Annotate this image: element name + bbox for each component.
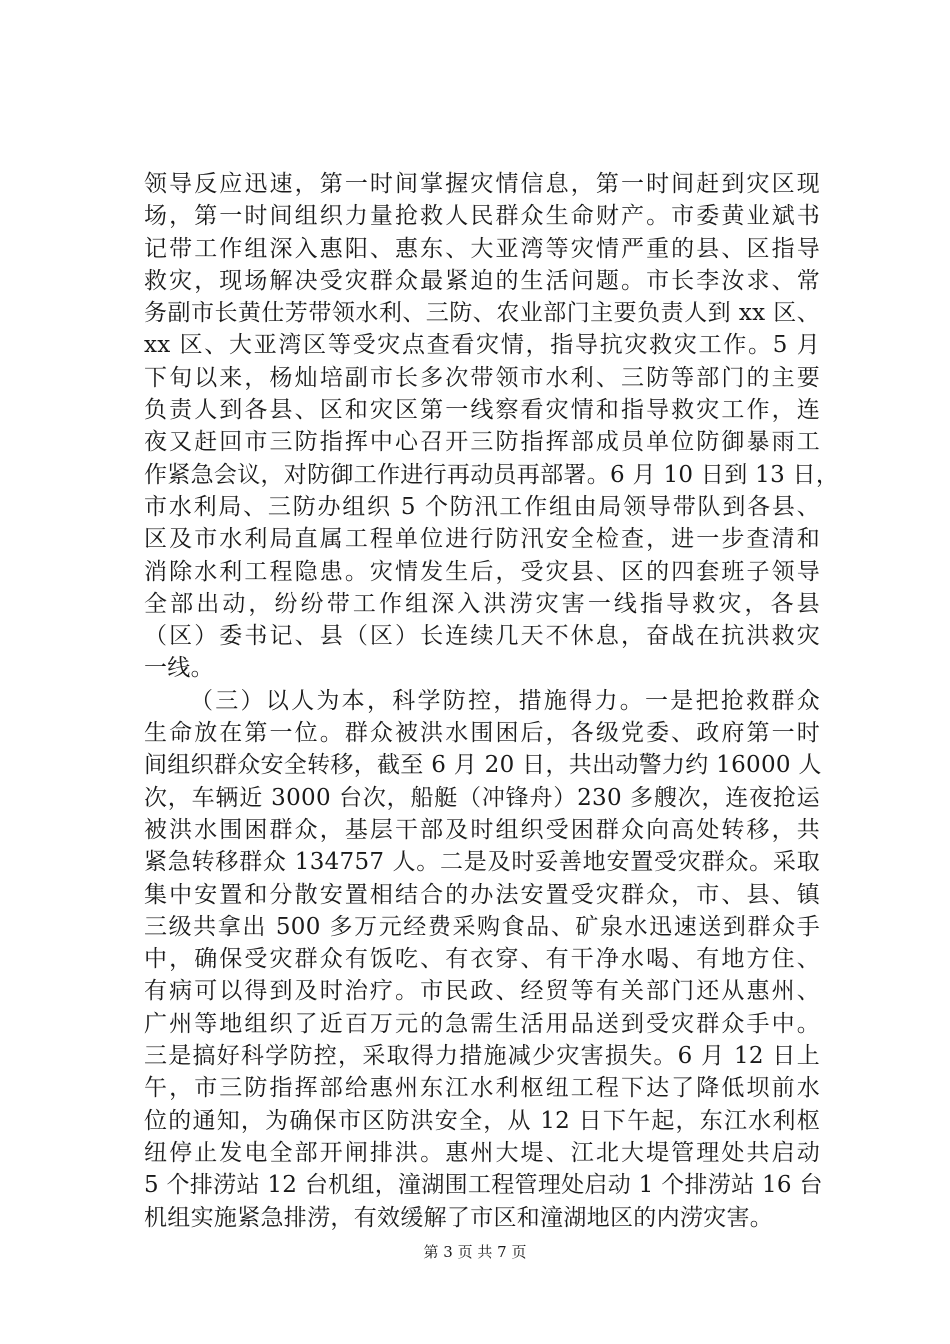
- text-line: 领导反应迅速，第一时间掌握灾情信息，第一时间赶到灾区现: [144, 171, 820, 197]
- text-line: 三级共拿出 500 多万元经费采购食品、矿泉水迅速送到群众手: [144, 913, 820, 940]
- text-line: xx 区、大亚湾区等受灾点查看灾情，指导抗灾救灾工作。5 月: [144, 332, 820, 359]
- page-footer: 第 3 页 共 7 页: [423, 1243, 527, 1261]
- text-line: 有病可以得到及时治疗。市民政、经贸等有关部门还从惠州、: [144, 978, 820, 1005]
- text-line: 区及市水利局直属工程单位进行防汛安全检查，进一步查清和: [144, 526, 820, 553]
- text-line: 中，确保受灾群众有饭吃、有衣穿、有干净水喝、有地方住、: [144, 946, 820, 973]
- text-line: 全部出动，纷纷带工作组深入洪涝灾害一线指导救灾，各县: [144, 590, 820, 617]
- text-line: 间组织群众安全转移，截至 6 月 20 日，共出动警力约 16000 人: [144, 752, 822, 779]
- body-text: [144, 168, 840, 1234]
- text-line: 夜又赶回市三防指挥中心召开三防指挥部成员单位防御暴雨工: [144, 429, 820, 456]
- text-line: 广州等地组织了近百万元的急需生活用品送到受灾群众手中。: [144, 1010, 820, 1037]
- text-line: 纽停止发电全部开闸排洪。惠州大堤、江北大堤管理处共启动: [144, 1139, 820, 1166]
- text-line: 机组实施紧急排涝，有效缓解了市区和潼湖地区的内涝灾害。: [144, 1204, 774, 1231]
- text-line: 集中安置和分散安置相结合的办法安置受灾群众，市、县、镇: [144, 881, 820, 908]
- text-line: 消除水利工程隐患。灾情发生后，受灾县、区的四套班子领导: [144, 558, 820, 585]
- text-line: 下旬以来，杨灿培副市长多次带领市水利、三防等部门的主要: [144, 364, 820, 391]
- text-line: 紧急转移群众 134757 人。二是及时妥善地安置受灾群众。采取: [144, 849, 820, 876]
- text-line: 救灾，现场解决受灾群众最紧迫的生活问题。市长李汝求、常: [144, 267, 820, 294]
- text-line: 场，第一时间组织力量抢救人民群众生命财产。市委黄业斌书: [144, 203, 820, 230]
- text-line: 作紧急会议，对防御工作进行再动员再部署。6 月 10 日到 13 日，: [144, 461, 840, 488]
- text-line: 次，车辆近 3000 台次，船艇（冲锋舟）230 多艘次，连夜抢运: [144, 784, 820, 811]
- text-line: （区）委书记、县（区）长连续几天不休息，奋战在抗洪救灾: [144, 623, 820, 650]
- text-line: 被洪水围困群众，基层干部及时组织受困群众向高处转移，共: [144, 816, 820, 843]
- text-line: 位的通知，为确保市区防洪安全，从 12 日下午起，东江水利枢: [144, 1107, 820, 1134]
- text-line: 务副市长黄仕芳带领水利、三防、农业部门主要负责人到 xx 区、: [144, 300, 820, 327]
- text-line: 市水利局、三防办组织 5 个防汛工作组由局领导带队到各县、: [144, 493, 820, 520]
- text-line: 三是搞好科学防控，采取得力措施减少灾害损失。6 月 12 日上: [144, 1043, 820, 1070]
- text-line: （三）以人为本，科学防控，措施得力。一是把抢救群众: [190, 687, 820, 714]
- text-line: 记带工作组深入惠阳、惠东、大亚湾等灾情严重的县、区指导: [144, 235, 820, 262]
- text-line: 5 个排涝站 12 台机组，潼湖围工程管理处启动 1 个排涝站 16 台: [144, 1172, 823, 1199]
- text-line: 生命放在第一位。群众被洪水围困后，各级党委、政府第一时: [144, 720, 820, 747]
- text-line: 午，市三防指挥部给惠州东江水利枢纽工程下达了降低坝前水: [144, 1075, 820, 1102]
- text-line: 一线。: [144, 655, 214, 682]
- text-line: 负责人到各县、区和灾区第一线察看灾情和指导救灾工作，连: [144, 397, 820, 424]
